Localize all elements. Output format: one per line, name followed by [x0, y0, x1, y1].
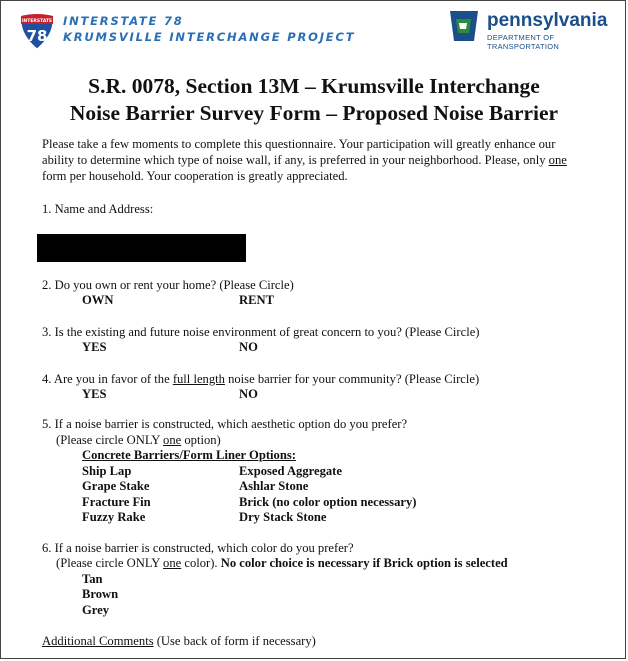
title-line-2: Noise Barrier Survey Form – Proposed Noise Barrier	[69, 101, 559, 125]
question-6: 6. If a noise barrier is constructed, which color do you prefer?	[42, 541, 354, 555]
agency-name: pennsylvania	[487, 10, 608, 31]
option-ship-lap[interactable]: Ship Lap	[82, 464, 132, 478]
title-line-1: S.R. 0078, Section 13M – Krumsville Interchange	[88, 74, 540, 98]
intro-paragraph	[42, 136, 582, 184]
color-brown[interactable]: Brown	[82, 587, 119, 601]
header	[1, 1, 625, 61]
project-line-2: KRUMSVILLE INTERCHANGE PROJECT	[63, 30, 356, 44]
question-4	[42, 372, 479, 388]
option-exposed-aggregate[interactable]: Exposed Aggregate	[239, 464, 342, 478]
redacted-name-address	[37, 234, 246, 262]
answer-q3-no[interactable]: NO	[239, 340, 258, 354]
shield-top-text: INTERSTATE	[21, 19, 53, 24]
option-fracture-fin[interactable]: Fracture Fin	[82, 495, 151, 509]
color-grey[interactable]: Grey	[82, 603, 110, 617]
additional-comments	[42, 634, 316, 650]
q4-emphasis: full length	[172, 372, 225, 386]
agency-department: DEPARTMENT OF TRANSPORTATION	[487, 33, 560, 51]
answer-q4-no[interactable]: NO	[239, 387, 258, 401]
option-ashlar-stone[interactable]: Ashlar Stone	[239, 479, 309, 493]
project-title	[63, 13, 355, 45]
q5-options-heading: Concrete Barriers/Form Liner Options:	[82, 448, 296, 462]
intro-emphasis: one	[548, 153, 567, 167]
intro-part-1: Please take a few moments to complete this questionnaire. Your participation will greatly enhance our ability to determine which type of noise wall, if any, is preferred in your neighborhood. Please, only	[42, 137, 556, 167]
comments-label: Additional Comments	[42, 634, 154, 648]
question-3: 3. Is the existing and future noise environment of great concern to you? (Please Circle)	[42, 325, 480, 339]
shield-number: 78	[26, 27, 48, 45]
color-tan[interactable]: Tan	[82, 572, 103, 586]
q4-pre: 4. Are you in favor of the	[42, 372, 173, 386]
question-5: 5. If a noise barrier is constructed, which aesthetic option do you prefer?	[42, 417, 408, 431]
q4-post: noise barrier for your community? (Please Circle)	[224, 372, 480, 386]
option-fuzzy-rake[interactable]: Fuzzy Rake	[82, 510, 146, 524]
project-line-1: INTERSTATE 78	[63, 14, 184, 28]
answer-own[interactable]: OWN	[82, 293, 114, 307]
comments-note: (Use back of form if necessary)	[153, 634, 316, 648]
q6-note: (Please circle ONLY one color). No color choice is necessary if Brick option is selected	[56, 556, 508, 570]
page-title	[1, 73, 627, 127]
option-brick[interactable]: Brick (no color option necessary)	[239, 495, 417, 509]
keystone-logo-icon	[447, 9, 481, 43]
q5-note: (Please circle ONLY one option)	[56, 433, 221, 447]
answer-q4-yes[interactable]: YES	[82, 387, 107, 401]
option-dry-stack-stone[interactable]: Dry Stack Stone	[239, 510, 327, 524]
answer-rent[interactable]: RENT	[239, 293, 274, 307]
interstate-shield-icon	[19, 12, 55, 50]
question-2: 2. Do you own or rent your home? (Please Circle)	[42, 278, 294, 292]
answer-q3-yes[interactable]: YES	[82, 340, 107, 354]
option-grape-stake[interactable]: Grape Stake	[82, 479, 150, 493]
question-1: 1. Name and Address:	[42, 202, 154, 216]
intro-part-2: form per household. Your cooperation is greatly appreciated.	[42, 169, 348, 183]
